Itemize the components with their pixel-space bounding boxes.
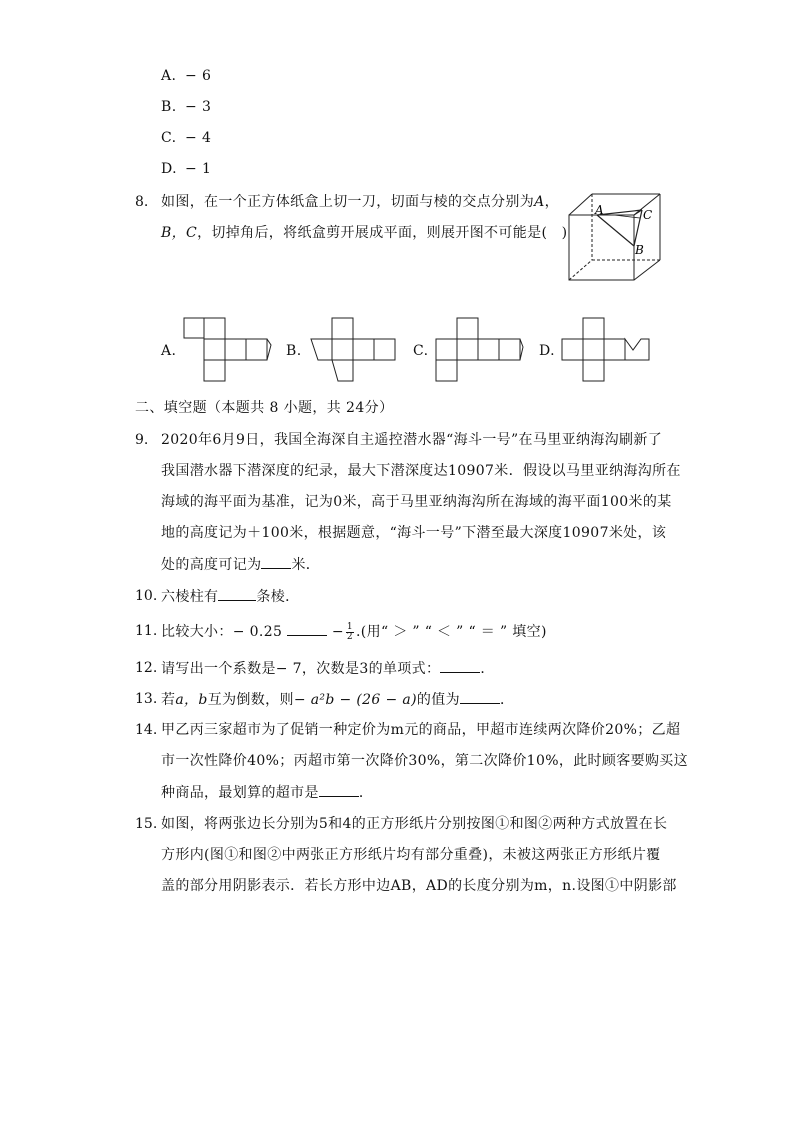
question-number: 8. [135,194,149,210]
q9-last-after: 米． [291,557,321,573]
choice-value: − 3 [185,99,212,115]
q11-after: .(用“ ＞ ” “ ＜ ” “ ＝ ” 填空) [356,624,547,640]
q14-line-1: 甲乙丙三家超市为了促销一种定价为m元的商品，甲超市连续两次降价20%；乙超 [161,722,681,738]
choice-value: − 1 [185,161,212,177]
net-option-a[interactable] [183,317,273,383]
q12-text: 请写出一个系数是− 7，次数是3的单项式： [161,661,441,677]
q9-line-2: 我国潜水器下潜深度的纪录，最大下潜深度达10907米．假设以马里亚纳海沟所在 [161,463,681,479]
section-title: 二、填空题（本题共 8 小题，共 24分） [135,400,394,416]
q7-choice-a[interactable] [161,66,211,86]
net-option-c[interactable] [435,317,525,383]
cube-front-face [569,215,634,280]
q8-vars: B，C [161,225,198,241]
fraction-denominator: 2 [346,631,353,642]
cube-figure [562,188,668,288]
q15-line-3: 盖的部分用阴影表示．若长方形中边AB，AD的长度分别为m，n.设图①中阴影部 [161,878,677,894]
q13-end: ． [499,692,515,708]
q9-line-1: 2020年6月9日，我国全海深自主遥控潜水器“海斗一号”在马里亚纳海沟刷新了 [161,432,663,448]
q13-line [161,689,514,710]
q14-line-2: 市一次性降价40%；丙超市第一次降价30%，第二次降价10%，此时顾客要购买这 [161,753,688,769]
q8-option-d-label: D. [539,343,555,359]
question-number: 14. [135,722,158,738]
q15-line-1: 如图，将两张边长分别为5和4的正方形纸片分别按图①和图②两种方式放置在长 [161,816,668,832]
choice-value: − 4 [185,130,212,146]
q10-before: 六棱柱有 [161,589,219,605]
q9-line-3: 海域的海平面为基准，记为0米，高于马里亚纳海沟所在海域的海平面100米的某 [161,494,672,510]
question-number: 11. [135,623,158,639]
q7-choice-b[interactable] [161,97,211,117]
question-number: 15. [135,816,158,832]
choice-letter: B. [161,99,177,115]
q14-last-before: 种商品，最划算的超市是 [161,785,319,801]
q14-end: ． [358,785,374,801]
net-option-b[interactable] [310,317,402,383]
q13-expression: − a²b − (26 − a) [293,692,417,708]
choice-letter: A. [161,68,177,84]
q13-before: 若 [161,692,176,708]
q9-answer-blank[interactable] [261,554,291,569]
q13-mid: 互为倒数，则 [207,692,294,708]
q8-line-1: 如图，在一个正方体纸盒上切一刀，切面与棱的交点分别为A， [161,194,559,210]
q12-answer-blank[interactable] [440,658,480,673]
cube-label-b: B [635,243,644,257]
q8-line-2 [161,223,567,243]
choice-value: − 6 [185,68,212,84]
q8-text-2: ，切掉角后，将纸盒剪开展成平面，则展开图不可能是( ) [197,225,568,241]
q13-vars: a，b [175,692,208,708]
q11-line [161,621,547,642]
q8-var-a: A [534,194,545,210]
q11-neg-sign: − [331,624,344,640]
q13-answer-blank[interactable] [460,689,500,704]
q9-line-5 [161,554,320,575]
q8-option-b-label: B. [286,343,302,359]
q15-line-2: 方形内(图①和图②中两张正方形纸片均有部分重叠)，未被这两张正方形纸片覆 [161,847,661,863]
question-number: 10. [135,588,158,604]
q10-line [161,586,299,607]
choice-letter: D. [161,161,177,177]
q7-choice-d[interactable] [161,159,211,179]
q12-end: ． [480,661,495,677]
q13-after: 的值为 [416,692,460,708]
cube-label-c: C [643,208,653,222]
q10-answer-blank[interactable] [218,586,256,601]
q9-last-before: 处的高度可记为 [161,557,262,573]
q11-before: 比较大小：− 0.25 [161,624,288,640]
q7-choice-c[interactable] [161,128,211,148]
net-option-d[interactable] [561,317,655,383]
fraction-numerator: 1 [346,621,353,632]
q8-option-c-label: C. [413,343,429,359]
q11-answer-blank[interactable] [287,621,327,636]
q8-option-a-label: A. [161,343,177,359]
q14-answer-blank[interactable] [319,782,359,797]
q14-line-3 [161,782,373,803]
q9-line-4: 地的高度记为＋100米，根据题意，“海斗一号”下潜至最大深度10907米处，该 [161,525,667,541]
choice-letter: C. [161,130,177,146]
q10-after: 条棱． [256,589,300,605]
q12-line [161,658,495,679]
question-number: 12. [135,660,158,676]
cube-label-a: A [595,203,604,217]
q8-text-1: 如图，在一个正方体纸盒上切一刀，切面与棱的交点分别为 [161,194,535,210]
question-number: 13. [135,691,158,707]
question-number: 9. [135,432,149,448]
q11-fraction [346,623,354,642]
